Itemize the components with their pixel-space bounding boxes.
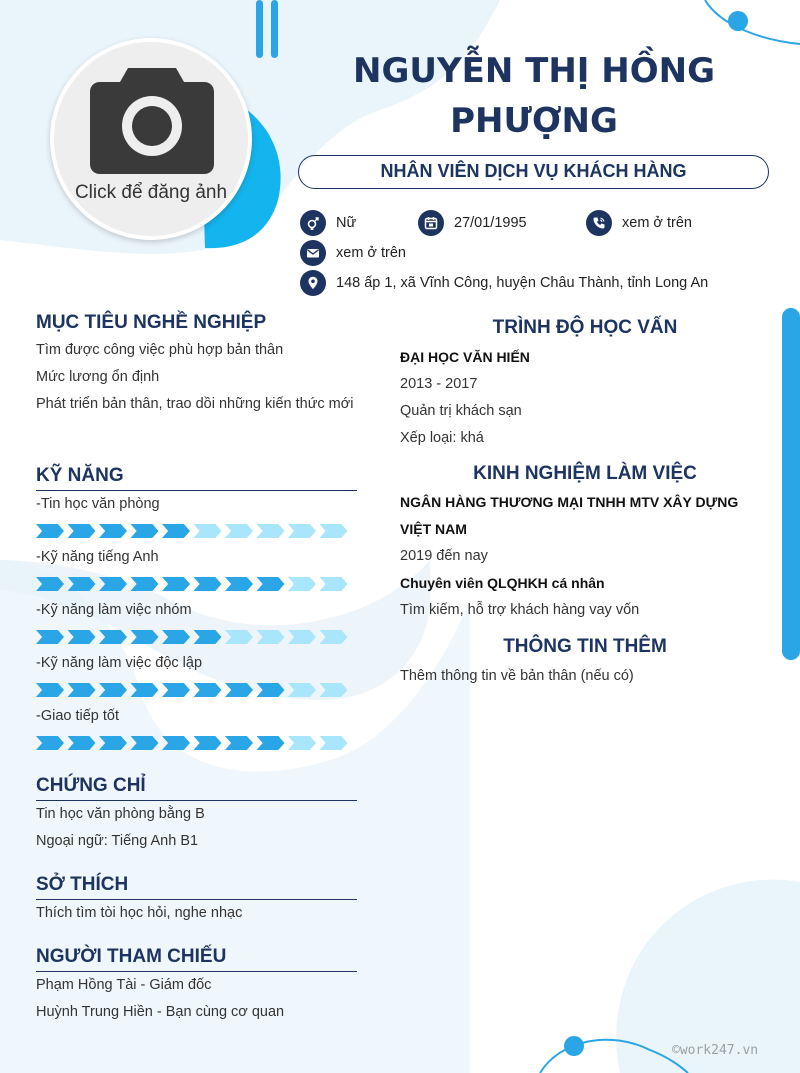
rating-chevron xyxy=(320,630,348,644)
additional-title: THÔNG TIN THÊM xyxy=(503,636,667,657)
school-name: ĐẠI HỌC VĂN HIẾN xyxy=(400,349,530,365)
additional-section xyxy=(400,634,770,690)
skills-section xyxy=(36,463,357,756)
certificate-item: Tin học văn phòng bằng B xyxy=(36,806,205,822)
skill-rating-bar xyxy=(36,571,357,597)
experience-section xyxy=(400,461,770,624)
reference-item: Phạm Hồng Tài - Giám đốc xyxy=(36,977,212,993)
education-period: 2013 - 2017 xyxy=(400,376,478,392)
gender-value: Nữ xyxy=(336,215,357,231)
rating-chevron xyxy=(320,524,348,538)
education-section xyxy=(400,315,770,452)
camera-icon xyxy=(88,64,216,176)
rating-chevron xyxy=(225,577,253,591)
watermark: ©work247.vn xyxy=(672,1043,759,1058)
skill-rating-bar xyxy=(36,730,357,756)
skill-name: -Tin học văn phòng xyxy=(36,496,160,512)
phone-icon xyxy=(586,210,612,236)
references-title: NGƯỜI THAM CHIẾU xyxy=(36,944,357,972)
email-value: xem ở trên xyxy=(336,245,406,261)
rating-chevron xyxy=(162,630,190,644)
rating-chevron xyxy=(288,524,316,538)
rating-chevron xyxy=(68,524,96,538)
experience-title: KINH NGHIỆM LÀM VIỆC xyxy=(473,463,697,484)
certificate-item: Ngoại ngữ: Tiếng Anh B1 xyxy=(36,833,199,849)
skill-name: -Giao tiếp tốt xyxy=(36,708,120,724)
rating-chevron xyxy=(99,736,127,750)
rating-chevron xyxy=(131,630,159,644)
job-position: NHÂN VIÊN DỊCH VỤ KHÁCH HÀNG xyxy=(298,155,769,189)
photo-upload[interactable] xyxy=(54,42,248,236)
experience-role: Chuyên viên QLQHKH cá nhân xyxy=(400,575,605,591)
rating-chevron xyxy=(288,683,316,697)
rating-chevron xyxy=(131,683,159,697)
rating-chevron xyxy=(162,683,190,697)
rating-chevron xyxy=(131,524,159,538)
rating-chevron xyxy=(225,630,253,644)
reference-item: Huỳnh Trung Hiền - Bạn cùng cơ quan xyxy=(36,1004,285,1020)
rating-chevron xyxy=(68,736,96,750)
rating-chevron xyxy=(225,736,253,750)
phone-value: xem ở trên xyxy=(622,215,692,231)
rating-chevron xyxy=(194,577,222,591)
rating-chevron xyxy=(131,577,159,591)
gender-icon xyxy=(300,210,326,236)
rating-chevron xyxy=(288,736,316,750)
rating-chevron xyxy=(36,683,64,697)
rating-chevron xyxy=(68,577,96,591)
photo-label: Click để đăng ảnh xyxy=(74,182,228,203)
rating-chevron xyxy=(36,736,64,750)
address-value: 148 ấp 1, xã Vĩnh Công, huyện Châu Thành, tỉnh Long An xyxy=(336,275,709,291)
birthday-value: 27/01/1995 xyxy=(454,215,527,231)
rating-chevron xyxy=(257,736,285,750)
objective-line: Tìm được công việc phù hợp bản thân xyxy=(36,342,284,358)
rating-chevron xyxy=(194,683,222,697)
objective-line: Phát triển bản thân, trao dồi những kiến thức mới xyxy=(36,396,354,412)
experience-description: Tìm kiếm, hỗ trợ khách hàng vay vốn xyxy=(400,602,640,618)
rating-chevron xyxy=(257,630,285,644)
certificates-section xyxy=(36,773,357,855)
rating-chevron xyxy=(225,683,253,697)
hobby-item: Thích tìm tòi học hỏi, nghe nhạc xyxy=(36,905,243,921)
experience-period: 2019 đến nay xyxy=(400,548,488,564)
contact-birthday xyxy=(418,209,527,237)
skill-rating-bar xyxy=(36,518,357,544)
rating-chevron xyxy=(162,524,190,538)
skills-title: KỸ NĂNG xyxy=(36,463,357,491)
contact-gender xyxy=(300,209,356,237)
education-grade: Xếp loại: khá xyxy=(400,430,484,446)
rating-chevron xyxy=(162,736,190,750)
rating-chevron xyxy=(257,524,285,538)
skill-name: -Kỹ năng làm việc nhóm xyxy=(36,602,192,618)
rating-chevron xyxy=(36,524,64,538)
rating-chevron xyxy=(99,577,127,591)
hobbies-section xyxy=(36,872,357,927)
objective-section xyxy=(36,310,357,418)
rating-chevron xyxy=(131,736,159,750)
rating-chevron xyxy=(257,683,285,697)
contact-phone xyxy=(586,209,692,237)
calendar-icon xyxy=(418,210,444,236)
rating-chevron xyxy=(99,524,127,538)
rating-chevron xyxy=(257,577,285,591)
rating-chevron xyxy=(68,630,96,644)
rating-chevron xyxy=(288,577,316,591)
rating-chevron xyxy=(194,736,222,750)
objective-line: Mức lương ổn định xyxy=(36,369,160,385)
rating-chevron xyxy=(36,630,64,644)
rating-chevron xyxy=(320,577,348,591)
rating-chevron xyxy=(225,524,253,538)
location-icon xyxy=(300,270,326,296)
certificates-title: CHỨNG CHỈ xyxy=(36,773,357,801)
rating-chevron xyxy=(36,577,64,591)
rating-chevron xyxy=(320,736,348,750)
hobbies-title: SỞ THÍCH xyxy=(36,872,357,900)
rating-chevron xyxy=(162,577,190,591)
skill-name: -Kỹ năng làm việc độc lập xyxy=(36,655,203,671)
email-icon xyxy=(300,240,326,266)
objective-title: MỤC TIÊU NGHỀ NGHIỆP xyxy=(36,312,267,333)
contact-address xyxy=(300,269,708,297)
company-name: NGÂN HÀNG THƯƠNG MẠI TNHH MTV XÂY DỰNG VIỆT NAM xyxy=(400,494,739,537)
skill-name: -Kỹ năng tiếng Anh xyxy=(36,549,159,565)
contact-email xyxy=(300,239,406,267)
rating-chevron xyxy=(320,683,348,697)
rating-chevron xyxy=(288,630,316,644)
education-title: TRÌNH ĐỘ HỌC VẤN xyxy=(492,317,678,338)
additional-text: Thêm thông tin về bản thân (nếu có) xyxy=(400,668,634,684)
rating-chevron xyxy=(99,683,127,697)
skill-rating-bar xyxy=(36,624,357,650)
references-section xyxy=(36,944,357,1026)
rating-chevron xyxy=(99,630,127,644)
rating-chevron xyxy=(194,524,222,538)
full-name: NGUYỄN THỊ HỒNG PHƯỢNG xyxy=(353,51,715,141)
rating-chevron xyxy=(68,683,96,697)
rating-chevron xyxy=(194,630,222,644)
education-major: Quản trị khách sạn xyxy=(400,403,522,419)
skill-rating-bar xyxy=(36,677,357,703)
